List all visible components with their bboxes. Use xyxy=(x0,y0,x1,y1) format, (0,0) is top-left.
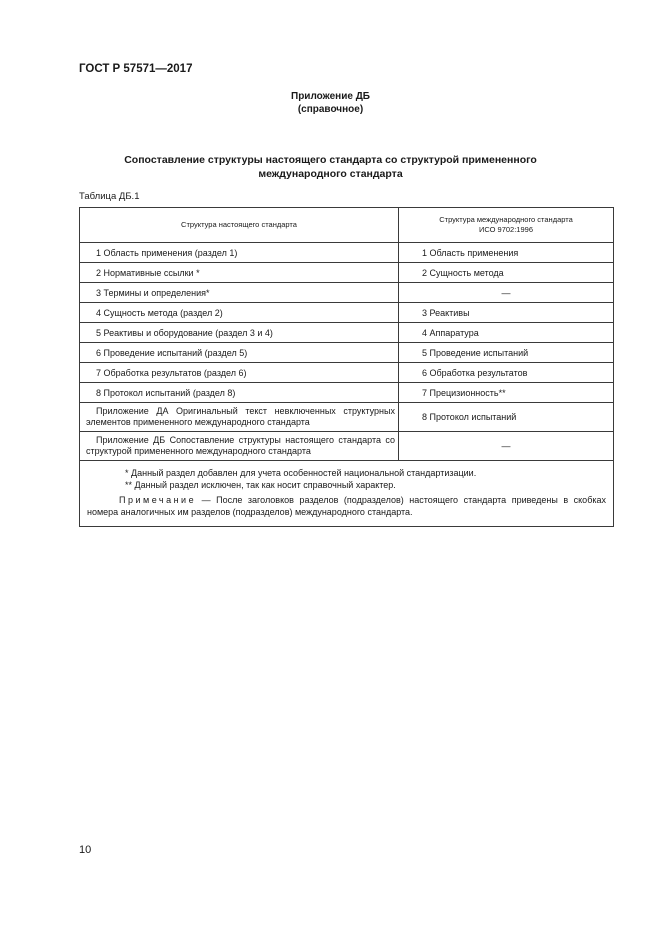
header-international-line-1: Структура международного стандарта xyxy=(439,215,573,224)
table-cell-right: — xyxy=(399,283,614,303)
table-notes-cell xyxy=(80,461,614,527)
appendix-subtitle: (справочное) xyxy=(297,104,364,115)
table-cell-left xyxy=(80,403,399,432)
table-cell-right: 5 Проведение испытаний xyxy=(399,343,614,363)
table-row xyxy=(80,403,614,432)
table-caption: Таблица ДБ.1 xyxy=(79,191,140,202)
table-row xyxy=(80,283,614,303)
page-number: 10 xyxy=(79,844,92,856)
section-title-line-2: международного стандарта xyxy=(258,168,403,180)
table-row xyxy=(80,363,614,383)
table-cell-right: 2 Сущность метода xyxy=(399,263,614,283)
table-cell-left: 3 Термины и определения* xyxy=(80,283,399,303)
table-cell-right: 1 Область применения xyxy=(399,243,614,263)
table-row xyxy=(80,383,614,403)
table-cell-left xyxy=(80,432,399,461)
appendix-heading xyxy=(0,90,661,116)
table-cell-left: 4 Сущность метода (раздел 2) xyxy=(80,303,399,323)
table-row xyxy=(80,263,614,283)
note-text: — После заголовков разделов (подразделов) настоящего стандарта приведены в скобках номера аналогичных им разделов (подразделов) международного стандарта. xyxy=(87,495,606,517)
section-title xyxy=(100,153,561,181)
comparison-table xyxy=(79,207,614,527)
table-cell-left: 2 Нормативные ссылки * xyxy=(80,263,399,283)
appendix-db-text: Приложение ДБ Сопоставление структуры настоящего стандарта со структурой примененного международного стандарта xyxy=(86,435,395,456)
table-row xyxy=(80,343,614,363)
footnote-added: * Данный раздел добавлен для учета особенностей национальной стандартизации. xyxy=(125,468,477,478)
footnote-excluded: ** Данный раздел исключен, так как носит справочный характер. xyxy=(125,480,396,490)
table-row xyxy=(80,243,614,263)
appendix-da-text: Приложение ДА Оригинальный текст невключенных структурных элементов примененного международного стандарта xyxy=(86,406,395,427)
document-id: ГОСТ Р 57571—2017 xyxy=(79,63,193,75)
table-note xyxy=(87,494,606,518)
table-row xyxy=(80,432,614,461)
table-cell-right: 3 Реактивы xyxy=(399,303,614,323)
table-cell-left: 5 Реактивы и оборудование (раздел 3 и 4) xyxy=(80,323,399,343)
table-row xyxy=(80,323,614,343)
appendix-title: Приложение ДБ xyxy=(291,91,370,102)
table-cell-right: 8 Протокол испытаний xyxy=(399,403,614,432)
table-cell-left: 8 Протокол испытаний (раздел 8) xyxy=(80,383,399,403)
table-cell-right: 7 Прецизионность** xyxy=(399,383,614,403)
table-header-row xyxy=(80,208,614,243)
table-cell-left: 7 Обработка результатов (раздел 6) xyxy=(80,363,399,383)
header-cell-international xyxy=(399,208,614,243)
section-title-line-1: Сопоставление структуры настоящего стандарта со структурой примененного xyxy=(124,154,537,166)
table-notes-row xyxy=(80,461,614,527)
table-cell-left: 1 Область применения (раздел 1) xyxy=(80,243,399,263)
table-cell-right: 4 Аппаратура xyxy=(399,323,614,343)
table-cell-right: 6 Обработка результатов xyxy=(399,363,614,383)
header-international-line-2: ИСО 9702:1996 xyxy=(478,225,533,234)
note-label: Примечание xyxy=(119,495,197,505)
table-row xyxy=(80,303,614,323)
header-cell-national: Структура настоящего стандарта xyxy=(80,208,399,243)
table-cell-left: 6 Проведение испытаний (раздел 5) xyxy=(80,343,399,363)
table-cell-right: — xyxy=(399,432,614,461)
